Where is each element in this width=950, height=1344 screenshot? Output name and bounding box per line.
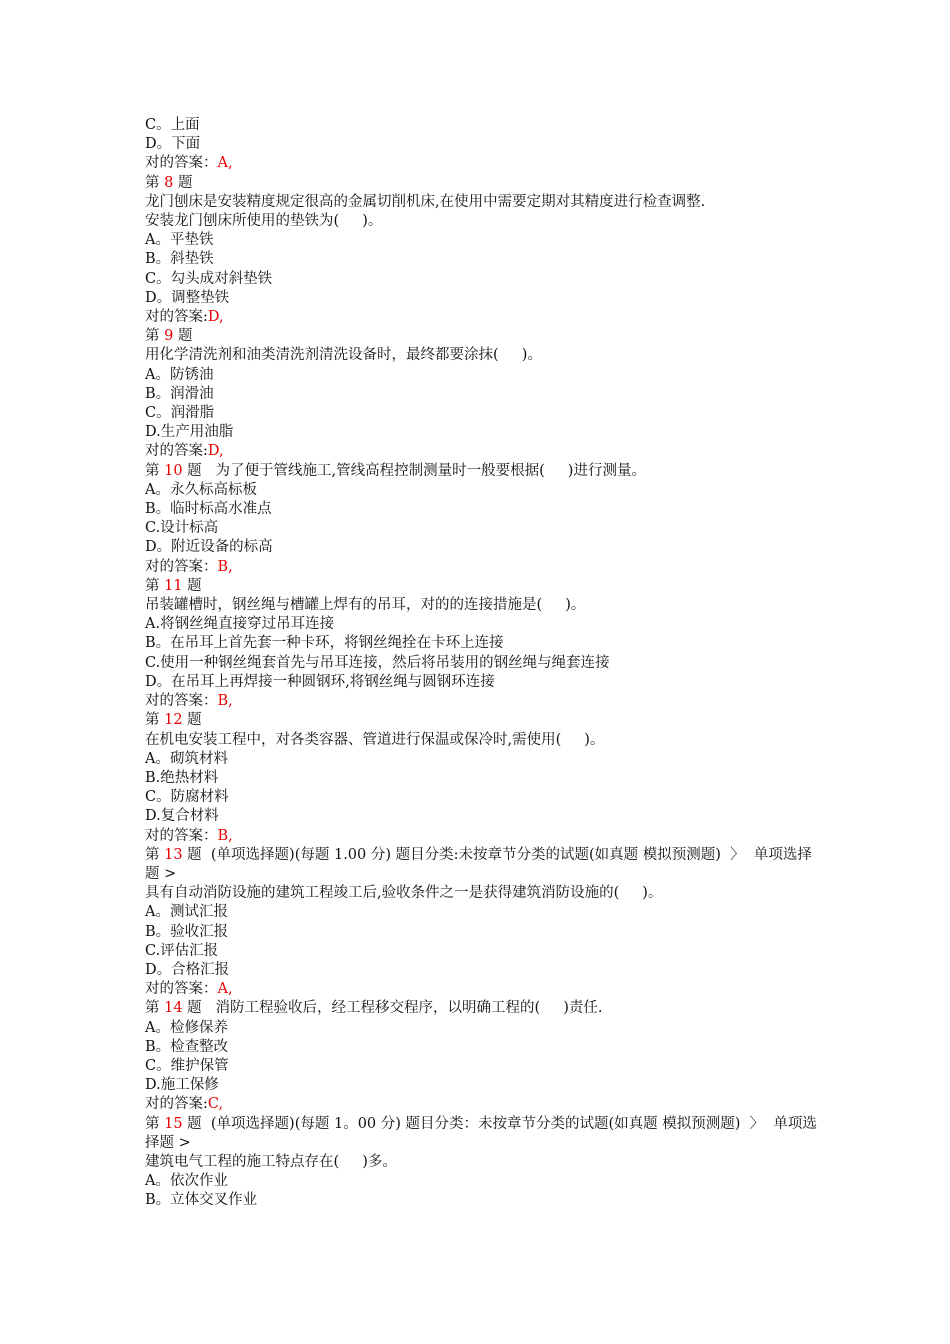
line-text: 安装龙门刨床所使用的垫铁为( )。	[145, 213, 383, 230]
highlight-text: A,	[217, 155, 233, 172]
line-text: D.施工保修	[145, 1077, 219, 1094]
highlight-text: 15	[164, 1115, 183, 1132]
highlight-text: B,	[217, 558, 233, 575]
text-line	[145, 903, 825, 922]
line-text: 龙门刨床是安装精度规定很高的金属切削机床,在使用中需要定期对其精度进行检查调整.	[145, 193, 706, 210]
line-text: 在机电安装工程中，对各类容器、管道进行保温或保冷时,需使用( )。	[145, 731, 605, 748]
text-line	[145, 980, 825, 999]
line-text: D.复合材料	[145, 808, 219, 825]
line-text: D.生产用油脂	[145, 424, 234, 441]
line-text: D。合格汇报	[145, 961, 230, 978]
text-line	[145, 423, 825, 442]
highlight-text: 9	[164, 328, 174, 345]
line-text: A。依次作业	[145, 1173, 228, 1190]
line-text: C。维护保管	[145, 1057, 229, 1074]
line-text: B。斜垫铁	[145, 251, 214, 268]
line-text: 对的答案:	[145, 1096, 208, 1113]
line-text: D。附近设备的标高	[145, 539, 273, 556]
text-line	[145, 1019, 825, 1038]
text-line	[145, 116, 825, 135]
text-line	[145, 596, 825, 615]
line-text: 题 为了便于管线施工,管线高程控制测量时一般要根据( )进行测量。	[182, 462, 646, 479]
line-text: A。检修保养	[145, 1019, 228, 1036]
line-text: 题 消防工程验收后，经工程移交程序，以明确工程的( )责任.	[182, 1000, 603, 1017]
text-line	[145, 1172, 825, 1191]
line-text: 题	[182, 577, 202, 594]
line-text: 第	[145, 712, 165, 729]
text-line	[145, 404, 825, 423]
text-line	[145, 1115, 825, 1153]
highlight-text: A,	[217, 981, 233, 998]
text-line	[145, 769, 825, 788]
highlight-text: 8	[164, 174, 174, 191]
text-line	[145, 1095, 825, 1114]
line-text: 第	[145, 846, 165, 863]
line-text: B。立体交叉作业	[145, 1192, 258, 1209]
highlight-text: D,	[207, 443, 224, 460]
line-text: A。平垫铁	[145, 232, 214, 249]
text-line	[145, 385, 825, 404]
line-text: B。验收汇报	[145, 923, 229, 940]
text-line	[145, 212, 825, 231]
line-text: 题	[182, 712, 202, 729]
line-text: B。临时标高水准点	[145, 501, 272, 518]
text-line	[145, 481, 825, 500]
line-text: 用化学清洗剂和油类清洗剂清洗设备时，最终都要涂抹( )。	[145, 347, 542, 364]
text-line	[145, 673, 825, 692]
line-text: B。在吊耳上首先套一种卡环，将钢丝绳拴在卡环上连接	[145, 635, 504, 652]
line-text: 第	[145, 1000, 165, 1017]
document-page	[145, 116, 825, 1211]
text-line	[145, 999, 825, 1018]
line-text: 对的答案：	[145, 155, 218, 172]
text-line	[145, 1038, 825, 1057]
line-text: 具有自动消防设施的建筑工程竣工后,验收条件之一是获得建筑消防设施的( )。	[145, 885, 663, 902]
text-line	[145, 250, 825, 269]
text-line	[145, 519, 825, 538]
text-line	[145, 807, 825, 826]
text-line	[145, 1076, 825, 1095]
text-line	[145, 231, 825, 250]
text-line	[145, 942, 825, 961]
line-text: 题	[173, 174, 193, 191]
text-line	[145, 327, 825, 346]
line-text: 对的答案：	[145, 693, 218, 710]
text-line	[145, 193, 825, 212]
text-line	[145, 634, 825, 653]
line-text: C。润滑脂	[145, 405, 215, 422]
text-line	[145, 462, 825, 481]
line-text: B.绝热材料	[145, 769, 219, 786]
text-line	[145, 577, 825, 596]
text-line	[145, 135, 825, 154]
text-line	[145, 558, 825, 577]
line-text: C。上面	[145, 117, 200, 133]
text-line	[145, 654, 825, 673]
highlight-text: 11	[164, 577, 183, 594]
highlight-text: 10	[164, 462, 183, 479]
line-text: A。防锈油	[145, 366, 214, 383]
line-text: 对的答案:	[145, 443, 208, 460]
line-text: 题 (单项选择题)(每题 1。00 分) 题目分类：未按章节分类的试题(如真题 模拟预测题) 〉 单项选择题 >	[145, 1115, 817, 1151]
highlight-text: B,	[217, 827, 233, 844]
line-text: B。润滑油	[145, 385, 214, 402]
line-text: 题	[173, 328, 193, 345]
text-line	[145, 711, 825, 730]
highlight-text: 14	[164, 1000, 183, 1017]
text-line	[145, 1153, 825, 1172]
line-text: 对的答案：	[145, 827, 218, 844]
text-line	[145, 923, 825, 942]
line-text: 第	[145, 1115, 165, 1132]
text-line	[145, 289, 825, 308]
line-text: 吊装罐槽时，钢丝绳与槽罐上焊有的吊耳，对的的连接措施是( )。	[145, 597, 586, 614]
text-line	[145, 1191, 825, 1210]
text-line	[145, 615, 825, 634]
text-line	[145, 692, 825, 711]
highlight-text: 12	[164, 712, 183, 729]
line-text: 题 (单项选择题)(每题 1.00 分) 题目分类:未按章节分类的试题(如真题 模拟预测题) 〉 单项选择题 >	[145, 846, 812, 882]
line-text: A。测试汇报	[145, 904, 228, 921]
line-text: A。永久标高标板	[145, 481, 257, 498]
line-text: D。调整垫铁	[145, 289, 230, 306]
text-line	[145, 750, 825, 769]
text-line	[145, 174, 825, 193]
line-text: C。防腐材料	[145, 789, 229, 806]
line-text: D。在吊耳上再焊接一种圆钢环,将钢丝绳与圆钢环连接	[145, 673, 495, 690]
line-text: C。勾头成对斜垫铁	[145, 270, 273, 287]
text-line	[145, 538, 825, 557]
line-text: D。下面	[145, 136, 201, 153]
text-line	[145, 731, 825, 750]
highlight-text: B,	[217, 693, 233, 710]
text-line	[145, 346, 825, 365]
text-line	[145, 846, 825, 884]
text-line	[145, 270, 825, 289]
line-text: 建筑电气工程的施工特点存在( )多。	[145, 1153, 397, 1170]
text-line	[145, 884, 825, 903]
text-line	[145, 1057, 825, 1076]
highlight-text: D,	[207, 309, 224, 326]
text-line	[145, 442, 825, 461]
text-line	[145, 500, 825, 519]
line-text: 对的答案：	[145, 558, 218, 575]
line-text: C.使用一种钢丝绳套首先与吊耳连接，然后将吊装用的钢丝绳与绳套连接	[145, 654, 610, 671]
line-text: A。砌筑材料	[145, 750, 228, 767]
line-text: C.评估汇报	[145, 942, 219, 959]
line-text: 第	[145, 328, 165, 345]
line-text: 第	[145, 174, 165, 191]
line-text: 第	[145, 577, 165, 594]
highlight-text: 13	[164, 846, 183, 863]
line-text: C.设计标高	[145, 520, 219, 537]
line-text: 第	[145, 462, 165, 479]
line-text: A.将钢丝绳直接穿过吊耳连接	[145, 616, 335, 633]
text-line	[145, 961, 825, 980]
line-text: B。检查整改	[145, 1038, 229, 1055]
text-line	[145, 366, 825, 385]
line-text: 对的答案：	[145, 981, 218, 998]
text-line	[145, 308, 825, 327]
text-line	[145, 827, 825, 846]
text-line	[145, 788, 825, 807]
text-line	[145, 154, 825, 173]
highlight-text: C,	[207, 1096, 224, 1113]
line-text: 对的答案:	[145, 309, 208, 326]
